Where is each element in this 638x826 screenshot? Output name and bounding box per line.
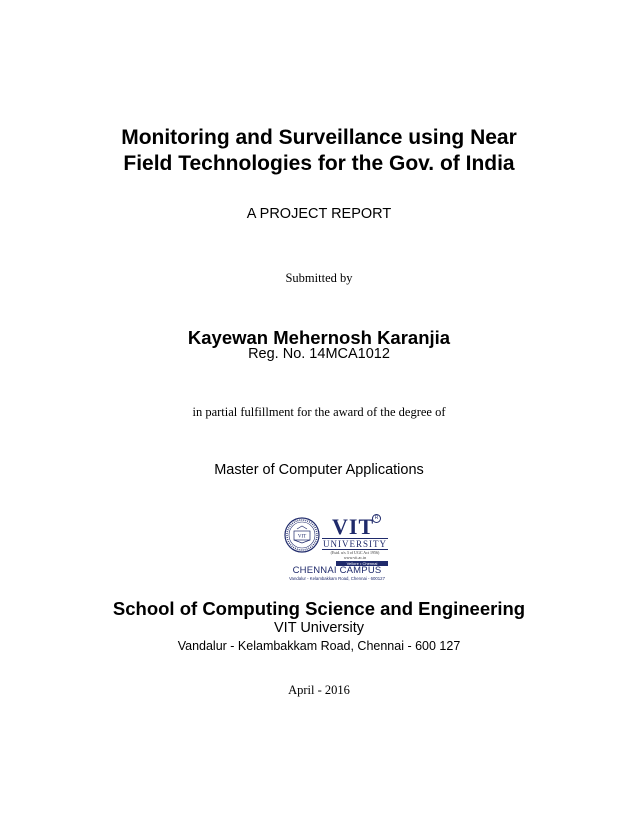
seal-text: VIT [297,534,307,540]
degree-name: Master of Computer Applications [214,462,424,478]
registered-mark: R [372,514,381,523]
fulfillment-statement: in partial fulfillment for the award of the degree of [192,405,446,419]
university-name: VIT University [274,620,364,636]
title-line-2: Field Technologies for the Gov. of India [123,152,515,175]
school-name: School of Computing Science and Engineering [112,598,526,619]
registration-number: Reg. No. 14MCA1012 [248,346,390,362]
submitted-by-label: Submitted by [285,271,353,285]
logo-campus: CHENNAI CAMPUS [292,565,382,576]
logo-university: UNIVERSITY [323,539,387,549]
report-title [0,125,638,177]
logo-brand: VIT [332,514,375,539]
logo-campus-address: Vandalur - Kelambakkam Road, Chennai - 600127 [289,576,385,581]
report-type: A PROJECT REPORT [246,206,392,222]
logo-web: www.vit.ac.in [343,555,367,560]
title-line-1: Monitoring and Surveillance using Near [121,126,517,149]
university-logo [284,515,390,581]
author-name: Kayewan Mehernosh Karanjia [187,327,451,348]
logo-band: Vellore • Chennai [336,561,388,566]
logo-deemed: (Estd. u/s 3 of UGC Act 1956) [330,550,380,555]
university-seal-icon [284,517,320,553]
university-address: Vandalur - Kelambakkam Road, Chennai - 600 127 [177,639,461,653]
report-date: April - 2016 [288,683,350,697]
